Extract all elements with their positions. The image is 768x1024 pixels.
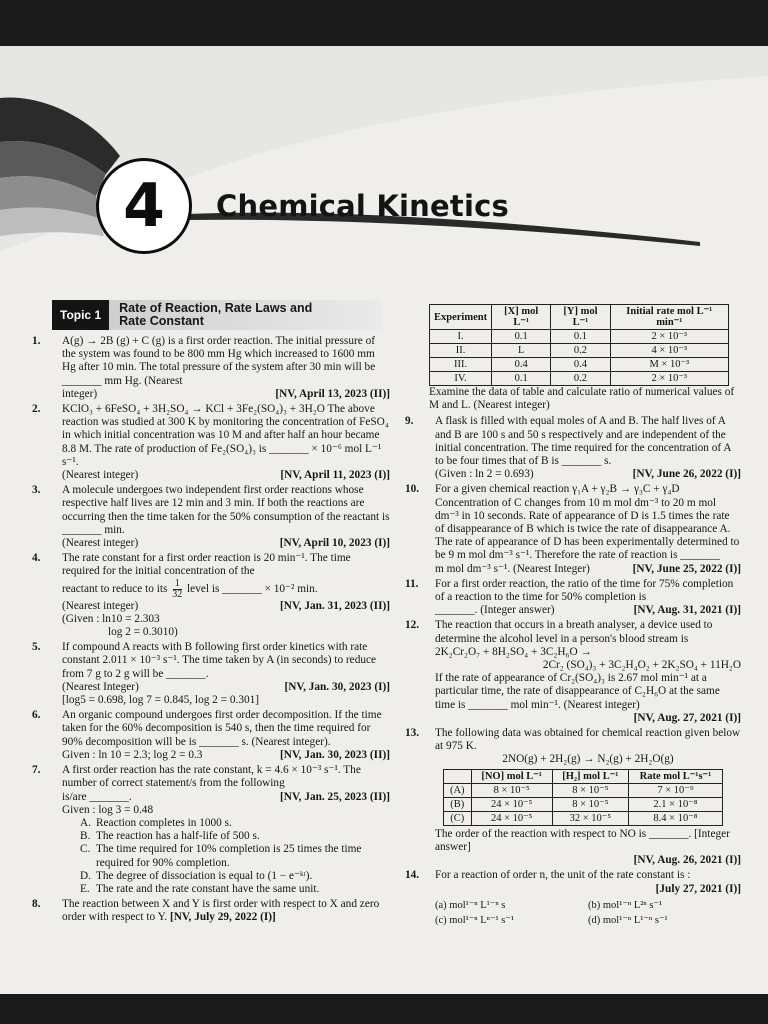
option-c [435,914,588,927]
table-cell: L [492,344,551,358]
table-cell: 0.1 [492,372,551,386]
table-cell: II. [430,344,492,358]
given-values: [log5 = 0.698, log 7 = 0.845, log 2 = 0.301] [62,694,260,707]
table-cell: 8 × 10⁻⁵ [552,797,628,811]
table-cell: (C) [444,811,472,825]
question-7 [30,764,390,896]
statement-key: D. [80,869,91,882]
question-text: A(g) → 2B (g) + C (g) is a first order reaction. The initial pressure of the system was found to be 800 mm Hg which increased to 1600 mm Hg after 10 min. The total pressure of the system after 30 min will be _______ mm Hg. (Nearest [62,335,376,387]
question-number: 1. [32,335,41,347]
table-header-cell: Initial rate mol L⁻¹ min⁻¹ [610,305,728,330]
chapter-number: 4 [96,158,192,254]
option-key: (c) [435,914,447,926]
table-row [444,797,723,811]
table-cell: (A) [444,783,472,797]
statement-text: The rate and the rate constant have the same unit. [96,882,320,895]
question-text: For a first order reaction, the ratio of the time for 75% completion of a reaction to the time for 50% completion is [435,577,734,604]
question-tail: (Nearest integer) [62,469,139,482]
exam-reference: [NV, April 10, 2023 (I)] [279,537,390,550]
topic-name-line2: Rate Constant [119,314,204,328]
table-cell: 7 × 10⁻⁹ [628,783,722,797]
question-6 [30,709,390,762]
question-tail: integer) [62,387,98,400]
table-cell: 2 × 10⁻³ [610,372,728,386]
option-key: (d) [588,914,601,926]
left-column [30,335,390,927]
exam-reference: [NV, Aug. 26, 2021 (I)] [633,854,741,867]
option-text: mol¹⁻ⁿ L¹⁻ⁿ s⁻¹ [602,914,668,926]
question-tail: m mol dm⁻³ s⁻¹. (Nearest Integer) [435,562,590,575]
statement-key: C. [80,843,91,856]
question-12 [403,619,741,725]
question-number: 5. [32,641,41,654]
book-page [0,46,768,994]
question-text: A flask is filled with equal moles of A and B. The half lives of A and B are 100 s and 50 s respectively and are independent of the initial concentration. The time required for the concentration of A to be four times that of B is _______ s. [435,415,731,468]
exam-reference: [NV, April 11, 2023 (I)] [280,469,390,482]
question-text: Examine the data of table and calculate ratio of numerical values of M and L. (Nearest integer) [429,386,735,412]
rate-data-table [443,769,723,826]
question-tail: (Given : ln 2 = 0.693) [435,468,534,481]
chemical-equation: 2Cr₂ (SO₄)₃ + 3C₂H₄O₂ + 2K₂SO₄ + 11H₂O [542,659,741,672]
table-cell: IV. [430,372,492,386]
statement-item [62,883,390,896]
question-number: 3. [32,484,41,497]
statement-item [62,817,390,830]
question-text-part: level is _______ × 10⁻² min. [187,582,318,595]
option-text: mol¹⁻ⁿ Lⁿ⁻¹ s⁻¹ [449,914,515,926]
question-text-part: reactant to reduce to its [62,582,168,595]
exam-reference: [NV, Aug. 31, 2021 (I)] [633,604,741,617]
question-3 [30,484,390,550]
table-cell: 0.4 [492,358,551,372]
table-header-cell: Experiment [430,305,492,330]
question-number: 9. [405,415,414,428]
question-number: 8. [32,898,41,911]
given-values: Given : log 3 = 0.48 [62,803,154,816]
table-row [444,811,723,825]
table-cell: 24 × 10⁻⁵ [471,797,552,811]
table-row [444,783,723,797]
exam-reference: [NV, June 26, 2022 (I)] [632,468,741,481]
question-text: For a given chemical reaction γ₁A + γ₂B → γ₃C + γ₄D Concentration of C changes from 10 m mol dm⁻³ to 20 m mol dm⁻³ in 10 seconds. Rate of appearance of D is 1.5 times the rate of disappearance of B which is twice the rate of disappearance A. The rate of appearance of D has been experimentally determined to be 9 m mol dm⁻³ s⁻¹. Therefore the rate of reaction is _______ [435,483,740,562]
chemical-equation: 2NO(g) + 2H₂(g) → N₂(g) + 2H₂O(g) [502,753,674,766]
table-cell: 0.1 [492,330,551,344]
question-number: 6. [32,709,41,722]
question-number: 7. [32,764,41,777]
exam-reference: [NV, Jan. 30, 2023 (II)] [280,748,390,761]
given-values: log 2 = 0.3010) [108,626,178,639]
table-cell: I. [430,330,492,344]
table-cell: 8 × 10⁻⁵ [471,783,552,797]
question-number: 14. [405,869,420,882]
exam-reference: [NV, April 13, 2023 (II)] [275,387,390,400]
table-header-cell: [Y] mol L⁻¹ [551,305,610,330]
statement-key: A. [80,816,91,829]
option-text: mol¹⁻ⁿ L²ⁿ s⁻¹ [602,899,663,911]
question-5 [30,641,390,707]
question-4 [30,552,390,639]
table-cell: 0.2 [551,372,610,386]
statement-item [62,870,390,883]
question-number: 2. [32,403,41,416]
question-1 [30,335,390,401]
option-d [588,914,741,927]
statement-item [62,830,390,843]
question-number: 10. [405,483,420,496]
statement-text: Reaction completes in 1000 s. [96,816,232,829]
table-cell: 0.4 [551,358,610,372]
right-column [403,304,741,929]
table-cell: M × 10⁻³ [610,358,728,372]
question-number: 11. [405,577,419,590]
table-header-cell: [H₂] mol L⁻¹ [552,769,628,783]
exam-reference: [NV, July 29, 2022 (I)] [169,911,276,924]
table-cell: 24 × 10⁻⁵ [471,811,552,825]
chapter-title: Chemical Kinetics [216,189,509,223]
question-10 [403,483,741,575]
statement-text: The time required for 10% completion is 25 times the time required for 90% completion. [96,843,362,869]
table-header-cell: [X] mol L⁻¹ [492,305,551,330]
question-tail: _______. (Integer answer) [435,604,555,617]
question-2 [30,403,390,482]
table-cell: 2.1 × 10⁻⁸ [628,797,722,811]
question-text: KClO₃ + 6FeSO₄ + 3H₂SO₄ → KCl + 3Fe₂(SO₄)₃ + 3H₂O The above reaction was studied at 300 K by monitoring the concentration of FeSO₄ in which initial concentration was 10 M and after half an hour became 8.8 M. The rate of production of Fe₂(SO₄)₃ is _______ × 10⁻⁶ mol L⁻¹ s⁻¹. [62,403,389,468]
chemical-equation: 2K₂Cr₂O₇ + 8H₂SO₄ + 3C₂H₆O → [435,645,592,658]
question-tail: Given : ln 10 = 2.3; log 2 = 0.3 [62,748,203,761]
question-number: 4. [32,552,41,565]
question-tail: (Nearest integer) [62,537,139,550]
question-text: The order of the reaction with respect to NO is _______. [Integer answer] [435,827,730,853]
question-8 [30,898,390,924]
table-cell: 8 × 10⁻⁵ [552,783,628,797]
given-values: (Given : ln10 = 2.303 [62,612,160,625]
question-tail: (Nearest integer) [62,599,139,612]
table-row [430,330,729,344]
table-header-cell: [NO] mol L⁻¹ [471,769,552,783]
topic-header [52,300,382,330]
topic-name [109,300,382,330]
option-b [588,899,741,912]
table-cell: 0.1 [551,330,610,344]
question-11 [403,578,741,618]
exam-reference: [NV, Aug. 27, 2021 (I)] [633,711,741,724]
question-text: The reaction between X and Y is first order with respect to X and zero order with respect to Y. [62,898,380,924]
exam-reference: [NV, Jan. 31, 2023 (II)] [280,599,390,612]
question-number: 12. [405,619,420,632]
option-key: (a) [435,899,447,911]
question-text: The following data was obtained for chemical reaction given below at 975 K. [435,727,741,753]
question-text: For a reaction of order n, the unit of the rate constant is : [435,869,691,882]
table-cell: 32 × 10⁻⁵ [552,811,628,825]
statement-text: The reaction has a half-life of 500 s. [96,830,260,843]
table-row [430,344,729,358]
table-cell: 0.2 [551,344,610,358]
table-header-cell: Rate mol L⁻¹s⁻¹ [628,769,722,783]
question-14 [403,869,741,927]
question-text: The reaction that occurs in a breath analyser, a device used to determine the alcohol level in a person's blood stream is [435,619,713,645]
question-tail: is/are _______. [62,790,132,803]
table-header-row [430,305,729,330]
topic-label: Topic 1 [52,300,109,330]
question-9 [403,415,741,481]
fraction-denominator: 32 [172,588,183,600]
question-text: The rate constant for a first order reaction is 20 min⁻¹. The time required for the initial concentration of the [62,552,351,578]
exam-reference: [NV, Jan. 25, 2023 (II)] [280,790,390,803]
question-13 [403,727,741,867]
question-text: An organic compound undergoes first order decomposition. If the time taken for the 60% decomposition is 540 s, then the time required for 90% decomposition will be is _______ s. (Nearest integer). [62,709,382,748]
statement-key: E. [80,882,90,895]
options-grid [435,899,741,927]
question-text: If the rate of appearance of Cr₂(SO₄)₃ is 2.67 mol min⁻¹ at a particular time, the rate of disappearance of C₂H₆O at the same time is _______ mol min⁻¹. (Nearest integer) [435,672,720,711]
exam-reference: [NV, June 25, 2022 (I)] [632,562,741,575]
table-header-row [444,769,723,783]
table-row [430,372,729,386]
fraction-line [62,579,390,600]
fraction [172,579,182,600]
topic-name-line1: Rate of Reaction, Rate Laws and [119,301,313,315]
option-a [435,899,588,912]
table-cell: 8.4 × 10⁻⁸ [628,811,722,825]
exam-reference: [July 27, 2021 (I)] [655,882,741,895]
table-header-cell [444,769,472,783]
table-cell: 4 × 10⁻³ [610,344,728,358]
question-tail: (Nearest Integer) [62,680,139,693]
table-cell: (B) [444,797,472,811]
statement-key: B. [80,830,91,843]
option-key: (b) [588,899,601,911]
statement-item [62,843,390,869]
exam-reference: [NV, Jan. 30, 2023 (I)] [284,680,390,693]
table-cell: III. [430,358,492,372]
table-row [430,358,729,372]
question-number: 13. [405,727,420,740]
experiment-table [429,304,729,386]
table-cell: 2 × 10⁻³ [610,330,728,344]
question-text: If compound A reacts with B following first order kinetics with rate constant 2.011 × 10⁻³ s⁻¹. The time taken by A (in seconds) to reduce from 7 g to 2 g will be _______. [62,641,377,680]
statement-text: The degree of dissociation is equal to (1 − e⁻ᵏᵗ). [96,869,313,882]
question-text: A first order reaction has the rate constant, k = 4.6 × 10⁻³ s⁻¹. The number of correct statement/s from the following [62,764,361,790]
option-text: mol¹⁻ⁿ L¹⁻ⁿ s [449,899,506,911]
fraction-numerator: 1 [174,577,180,589]
question-text: A molecule undergoes two independent first order reactions whose respective half lives are 12 min and 3 min. If both the reactions are occurring then the time taken for the 50% consumption of the reactant is _______ min. [62,484,390,536]
